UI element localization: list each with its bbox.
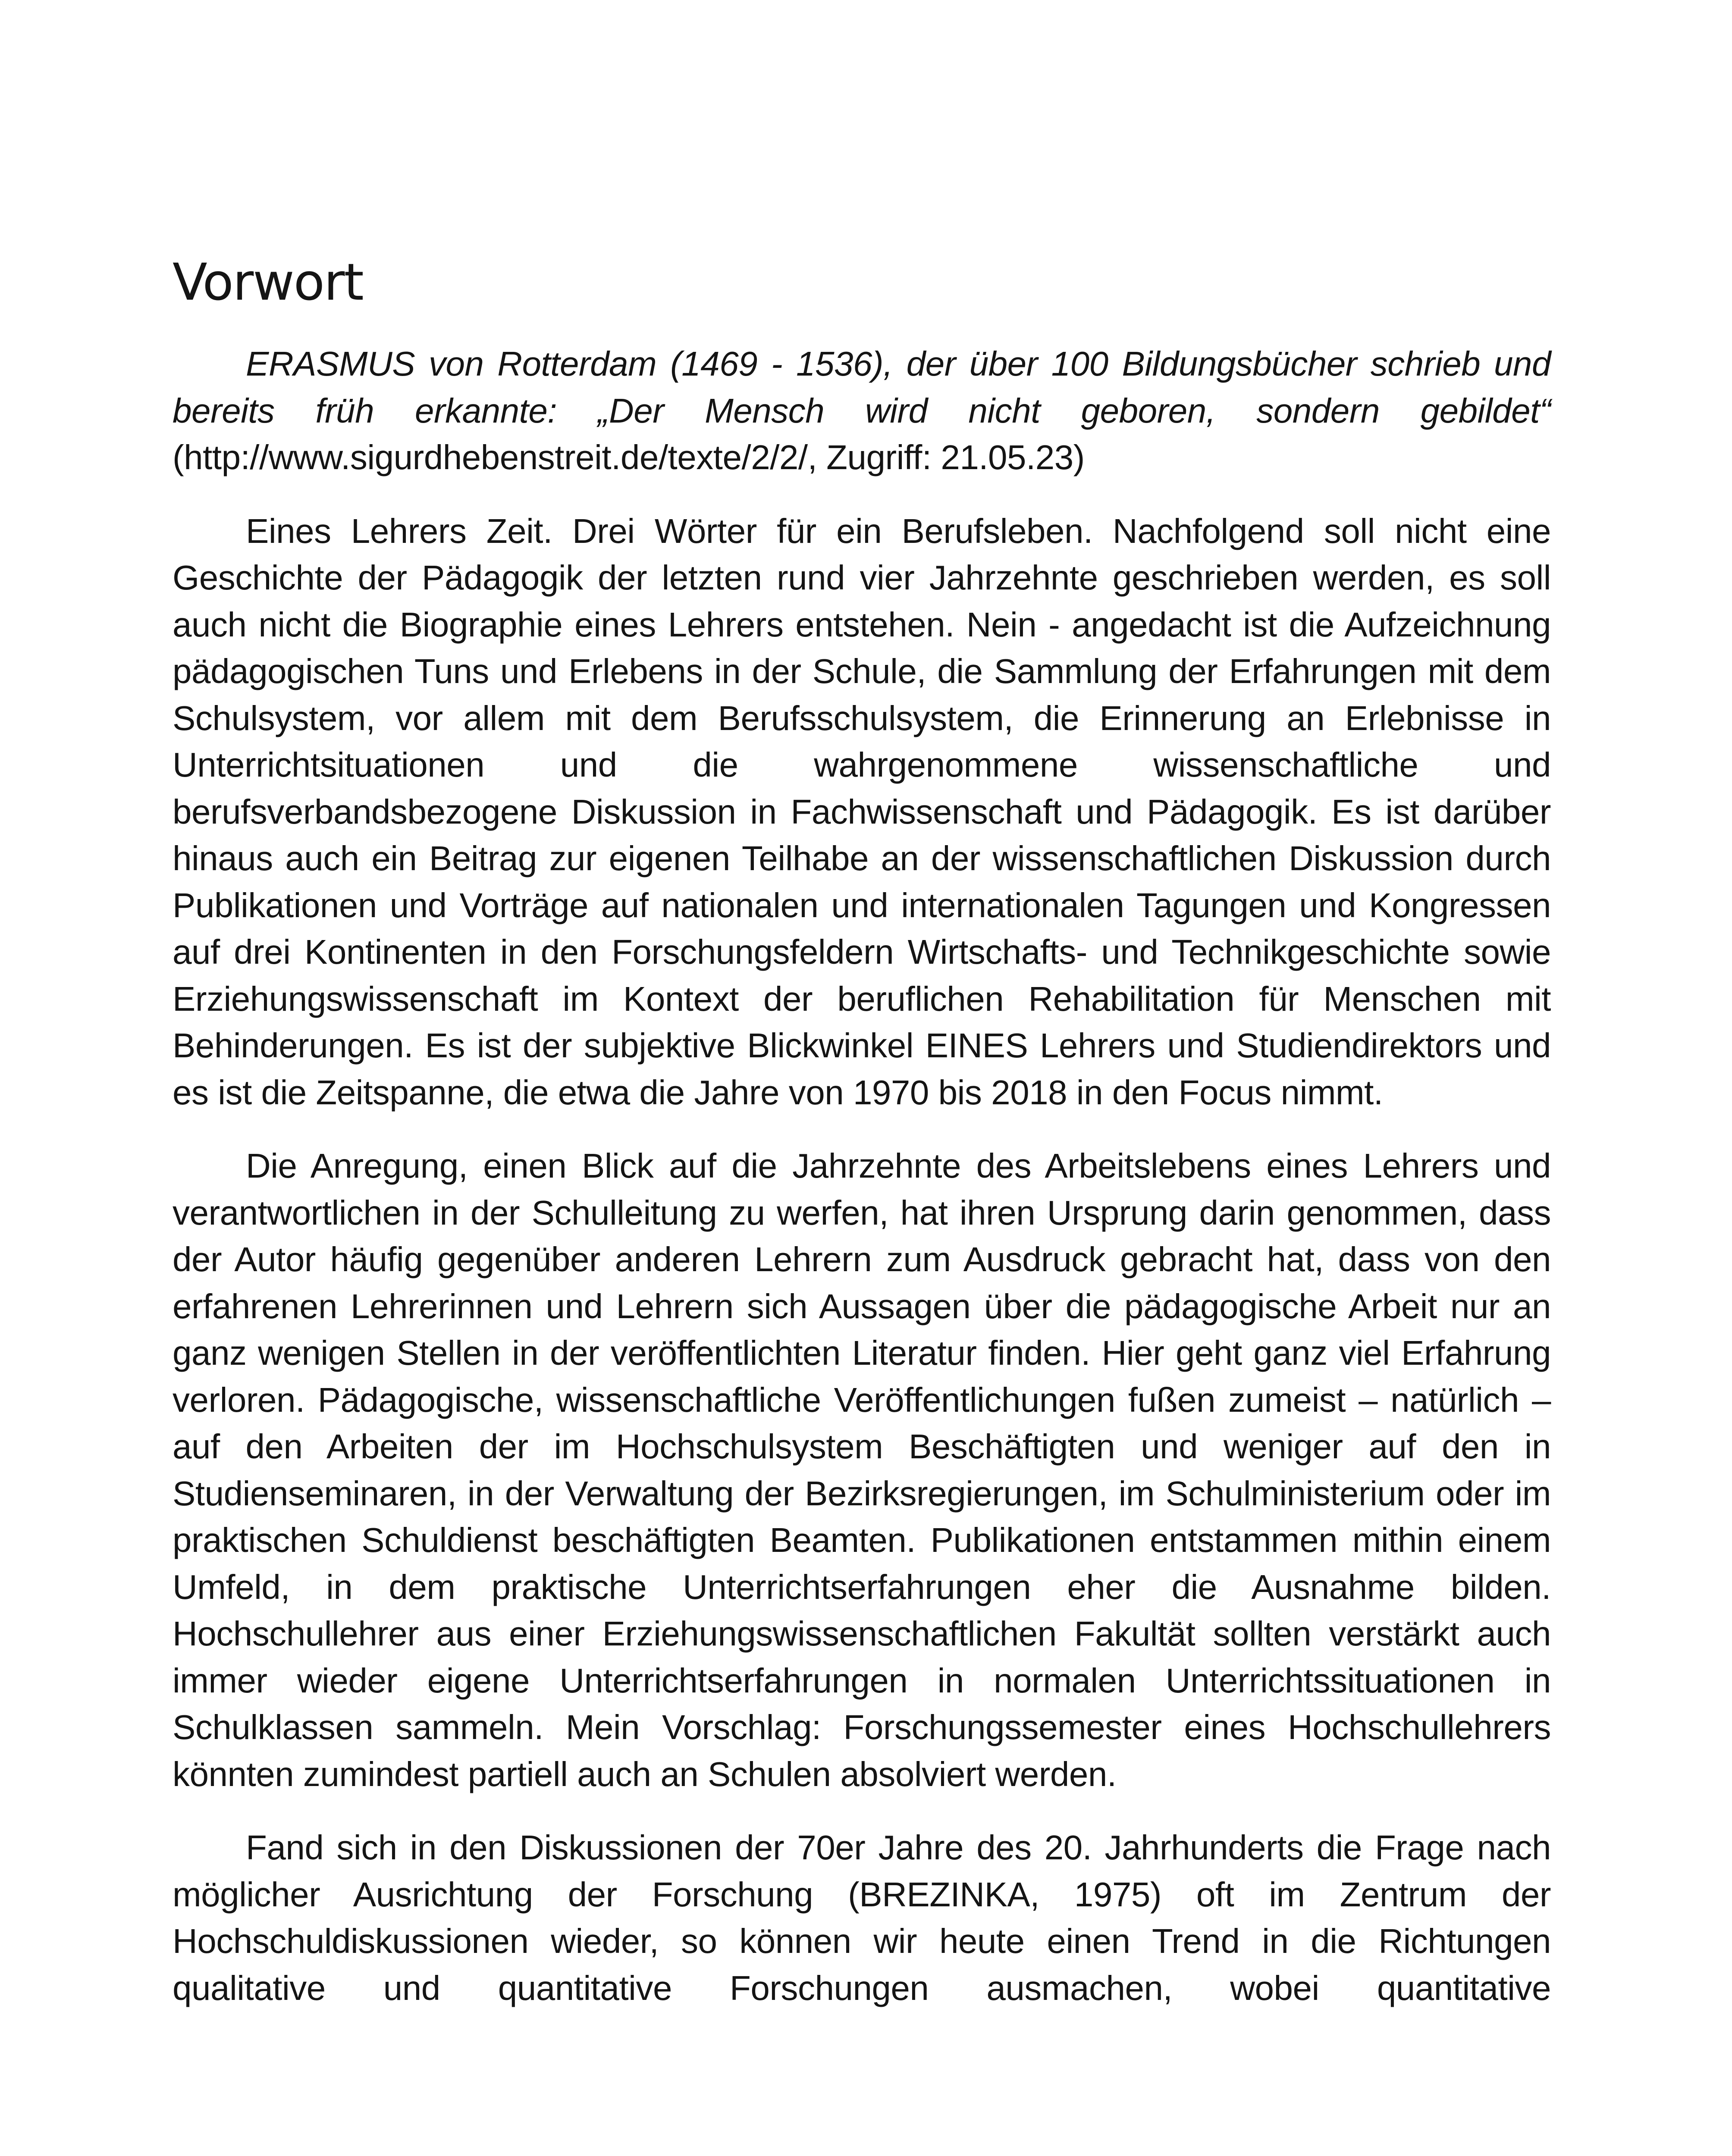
quote-source: (http://www.sigurdhebenstreit.de/texte/2/2/, Zugriff: 21.05.23) (173, 438, 1085, 476)
epigraph-quote (173, 341, 1551, 481)
paragraph: Eines Lehrers Zeit. Drei Wörter für ein Berufsleben. Nachfolgend soll nicht eine Geschichte der Pädagogik der letzten rund vier Jahrzehnte geschrieben werden, es soll auch nicht die Biographie eines Lehrers entstehen. Nein - angedacht ist die Aufzeichnung pädagogischen Tuns und Erlebens in der Schule, die Sammlung der Erfahrungen mit dem Schulsystem, vor allem mit dem Berufsschulsystem, die Erinnerung an Erlebnisse in Unterrichtsituationen und die wahrgenommene wissenschaftliche und berufsverbandsbezogene Diskussion in Fachwissenschaft und Pädagogik. Es ist darüber hinaus auch ein Beitrag zur eigenen Teilhabe an der wissenschaftlichen Diskussion durch Publikationen und Vorträge auf nationalen und internationalen Tagungen und Kongressen auf drei Kontinenten in den Forschungsfeldern Wirtschafts- und Technikgeschichte sowie Erziehungswissenschaft im Kontext der beruflichen Rehabilitation für Menschen mit Behinderungen. Es ist der subjektive Blickwinkel EINES Lehrers und Studiendirektors und es ist die Zeitspanne, die etwa die Jahre von 1970 bis 2018 in den Focus nimmt. (173, 511, 1551, 1112)
page-title: Vorwort (173, 252, 363, 312)
paragraph: Fand sich in den Diskussionen der 70er Jahre des 20. Jahrhunderts die Frage nach möglicher Ausrichtung der Forschung (BREZINKA, 1975) oft im Zentrum der Hochschuldiskussionen wieder, so können wir heute einen Trend in die Richtungen qualitative und quantitative Forschungen ausmachen, wobei quantitative (173, 1828, 1551, 2007)
paragraph: Die Anregung, einen Blick auf die Jahrzehnte des Arbeitslebens eines Lehrers und verantwortlichen in der Schulleitung zu werfen, hat ihren Ursprung darin genommen, dass der Autor häufig gegenüber anderen Lehrern zum Ausdruck gebracht hat, dass von den erfahrenen Lehrerinnen und Lehrern sich Aussagen über die pädagogische Arbeit nur an ganz wenigen Stellen in der veröffentlichten Literatur finden. Hier geht ganz viel Erfahrung verloren. Pädagogische, wissenschaftliche Veröffentlichungen fußen zumeist – natürlich – auf den Arbeiten der im Hochschulsystem Beschäftigten und weniger auf den in Studienseminaren, in der Verwaltung der Bezirksregierungen, im Schulministerium oder im praktischen Schuldienst beschäftigten Beamten. Publikationen entstammen mithin einem Umfeld, in dem praktische Unterrichtserfahrungen eher die Ausnahme bilden. Hochschullehrer aus einer Erziehungswissenschaftlichen Fakultät sollten verstärkt auch immer wieder eigene Unterrichtserfahrungen in normalen Unterrichtssituationen in Schulklassen sammeln. Mein Vorschlag: Forschungssemester eines Hochschullehrers könnten zumindest partiell auch an Schulen absolviert werden. (173, 1147, 1551, 1793)
body-text (173, 341, 1551, 2038)
quote-text: ERASMUS von Rotterdam (1469 - 1536), der über 100 Bildungsbücher schrieb und bereits früh erkannte: „Der Mensch wird nicht geboren, sondern gebildet“ (173, 345, 1551, 430)
